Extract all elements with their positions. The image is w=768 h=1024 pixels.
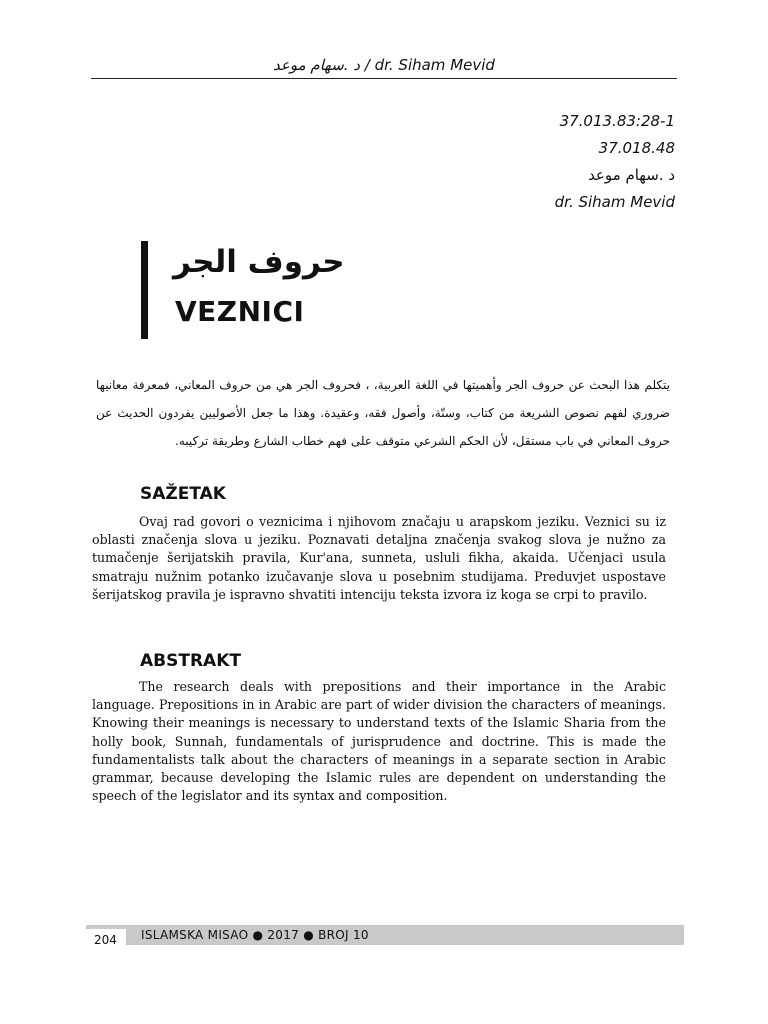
title-accent-bar: [141, 241, 148, 339]
journal-footer: ISLAMSKA MISAO ● 2017 ● BROJ 10: [141, 928, 369, 942]
running-header: د .سهام موعد / dr. Siham Mevid: [273, 56, 495, 74]
udc-code-2: 37.018.48: [598, 139, 675, 157]
article-title-arabic: حروف الجر: [173, 244, 345, 280]
author-name-latin: dr. Siham Mevid: [554, 193, 675, 211]
article-meta: [555, 108, 675, 216]
abstrakt-heading: ABSTRAKT: [140, 651, 241, 671]
udc-code-1: 37.013.83:28-1: [559, 112, 675, 130]
article-title-bosnian: VEZNICI: [175, 295, 305, 328]
sazetak-body: Ovaj rad govori o veznicima i njihovom značaju u arapskom jeziku. Veznici su iz oblasti značenja slova u jeziku. Poznavati detaljna značenja svakog slova je nužno za tumačenje šerijatskih pravila, Kur'ana, sunneta, usluli fikha, akaida. Učenjaci usula smatraju nužnim potanko izučavanje slova u posebnim studijama. Preduvjet uspostave šerijatskog pravila je ispravno shvatiti intenciju teksta izvora iz koga se crpi to pravilo.: [92, 514, 666, 602]
page-number: 204: [86, 929, 126, 951]
author-name-arabic: د .سهام موعد: [588, 166, 675, 184]
sazetak-heading: SAŽETAK: [140, 484, 226, 504]
header-rule: [91, 78, 677, 79]
abstrakt-body: The research deals with prepositions and their importance in the Arabic language. Prepositions in in Arabic are part of wider division the characters of meanings. Knowing their meanings is necessary to understand texts of the Islamic Sharia from the holly book, Sunnah, fundamentals of jurisprudence and doctrine. This is made the fundamentalists talk about the characters of meanings in a separate section in Arabic grammar, because developing the Islamic rules are dependent on understanding the speech of the legislator and its syntax and composition.: [92, 679, 666, 804]
arabic-abstract: يتكلم هذا البحث عن حروف الجر وأهميتها في اللغة العربية، ، فحروف الجر هي من حروف المعاني، فمعرفة معانيها ضروري لفهم نصوص الشريعة من كتاب، وسنّة، وأصول فقه، وعقيدة. وهذا ما جعل الأصوليين يفردون الحديث عن حروف المعاني في باب مستقل، لأن الحكم الشرعي متوقف على فهم خطاب الشارع وطريقة تركيبه.: [96, 378, 670, 448]
